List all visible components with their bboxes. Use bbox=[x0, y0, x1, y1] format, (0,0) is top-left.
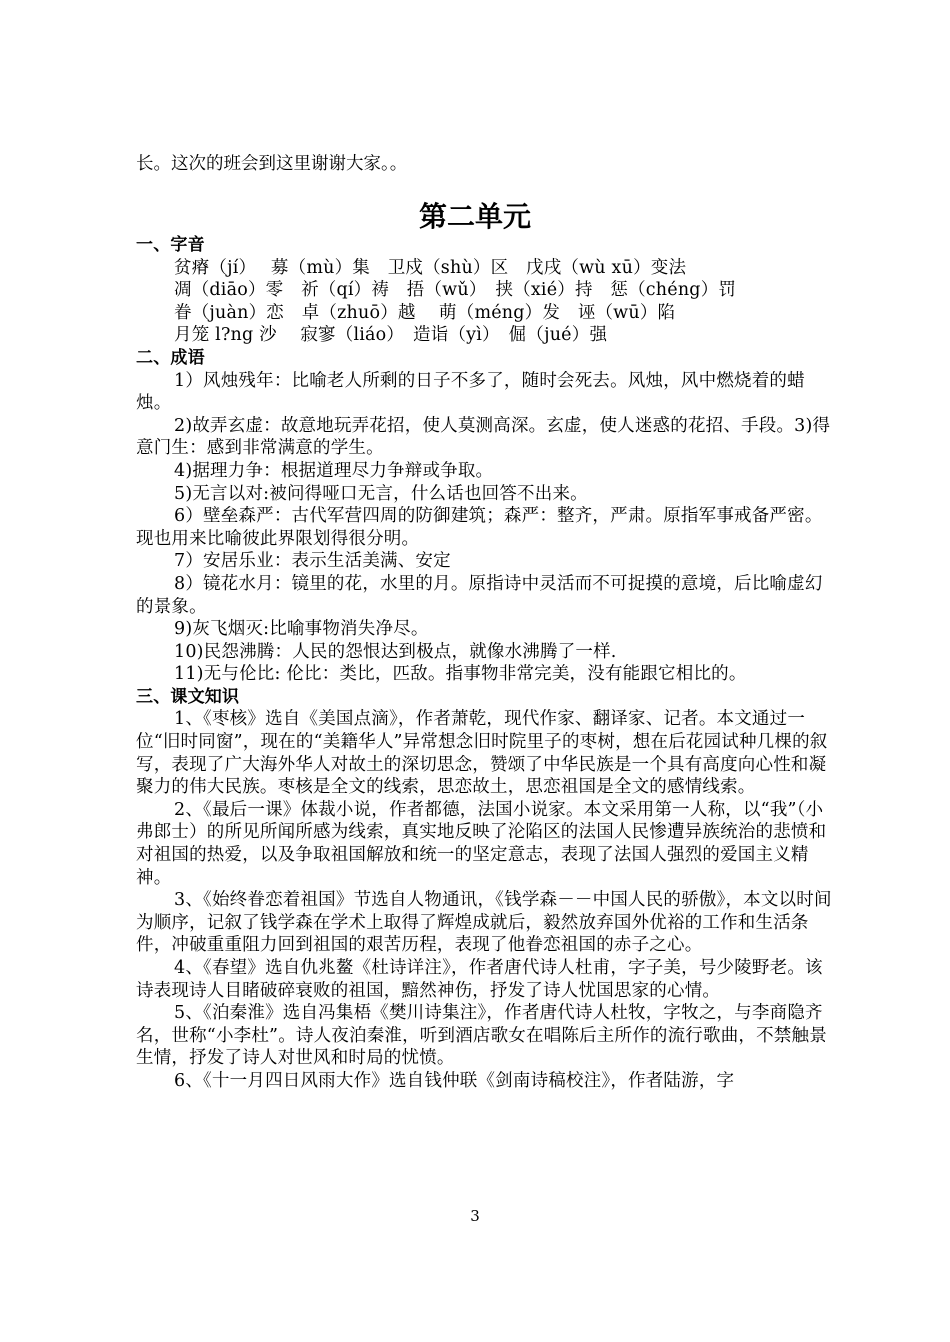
idiom-item: 7）安居乐业：表示生活美满、安定 bbox=[174, 551, 451, 572]
carryover-line: 长。这次的班会到这里谢谢大家。。 bbox=[136, 154, 408, 174]
idiom-item: 4)据理力争：根据道理尽力争辩或争取。 bbox=[174, 460, 494, 481]
idiom-item: 5)无言以对:被问得哑口无言，什么话也回答不出来。 bbox=[174, 483, 588, 504]
knowledge-item: 2、《最后一课》体裁小说，作者都德，法国小说家。本文采用第一人称，以“我”（小弗郎士）的所见所闻所感为线索，真实地反映了沦陷区的法国人民惨遭异族统治的悲愤和对祖国的热爱，以及争取祖国解放和统一的坚定意志，表现了法国人强烈的爱国主义精神。 bbox=[136, 799, 827, 888]
pinyin-line: 凋（diāo）零 祈（qí）祷 捂（wǔ） 挟（xié）持 惩（chéng）罚 bbox=[174, 280, 737, 301]
unit-title: 第二单元 bbox=[418, 200, 531, 233]
idiom-item: 11)无与伦比: 伦比：类比，匹敌。指事物非常完美，没有能跟它相比的。 bbox=[174, 664, 747, 685]
knowledge-item: 5、《泊秦淮》选自冯集梧《樊川诗集注》，作者唐代诗人杜牧，字牧之，与李商隐齐名，世称“小李杜”。诗人夜泊秦淮，听到酒店歌女在唱陈后主所作的流行歌曲，不禁触景生情，抒发了诗人对世风和时局的忧愤。 bbox=[136, 1003, 827, 1069]
knowledge-item: 3、《始终眷恋着祖国》节选自人物通讯，《钱学森－－中国人民的骄傲》，本文以时间为顺序，记叙了钱学森在学术上取得了辉煌成就后，毅然放弃国外优裕的工作和生活条件，冲破重重阻力回到祖国的艰苦历程，表现了他眷恋祖国的赤子之心。 bbox=[136, 890, 832, 956]
section-heading-text-knowledge: 三、课文知识 bbox=[136, 686, 240, 707]
idiom-item: 2)故弄玄虚：故意地玩弄花招，使人莫测高深。玄虚，使人迷惑的花招、手段。3)得意门生：感到非常满意的学生。 bbox=[136, 415, 831, 459]
idiom-item: 1）风烛残年：比喻老人所剩的日子不多了，随时会死去。风烛，风中燃烧着的蜡烛。 bbox=[136, 370, 805, 414]
idiom-item: 8）镜花水月：镜里的花，水里的月。原指诗中灵活而不可捉摸的意境，后比喻虚幻的景象。 bbox=[136, 573, 823, 617]
pinyin-line: 贫瘠（jí） 募（mù）集 卫戍（shù）区 戊戌（wù xū）变法 bbox=[174, 257, 687, 278]
section-heading-pronunciation: 一、字音 bbox=[136, 235, 205, 255]
pinyin-line: 眷（juàn）恋 卓（zhuō）越 萌（méng）发 诬（wū）陷 bbox=[174, 302, 676, 323]
idiom-item: 10)民怨沸腾：人民的怨恨达到极点，就像水沸腾了一样. bbox=[174, 641, 617, 662]
pinyin-line: 月笼 l?ng 沙 寂寥（liáo） 造诣（yì） 倔（jué）强 bbox=[174, 325, 608, 346]
knowledge-item: 4、《春望》选自仇兆鳌《杜诗详注》，作者唐代诗人杜甫，字子美，号少陵野老。该诗表现诗人目睹破碎衰败的祖国，黯然神伤，抒发了诗人忧国思家的心情。 bbox=[136, 958, 823, 1001]
knowledge-item: 6、《十一月四日风雨大作》选自钱仲联《剑南诗稿校注》，作者陆游，字 bbox=[174, 1070, 735, 1091]
page-number: 3 bbox=[470, 1207, 480, 1225]
knowledge-item: 1、《枣核》选自《美国点滴》，作者萧乾，现代作家、翻译家、记者。本文通过一位“旧时同窗”，现在的“美籍华人”异常想念旧时院里子的枣树，想在后花园试种几棵的叙写，表现了广大海外华人对故土的深切思念，赞颂了中华民族是一个具有高度向心性和凝聚力的伟大民族。枣核是全文的线索，思恋故土，思恋祖国是全文的感情线索。 bbox=[136, 709, 828, 798]
section-heading-idioms: 二、成语 bbox=[136, 347, 205, 368]
body-text bbox=[136, 234, 836, 1093]
idiom-item: 6）壁垒森严：古代军营四周的防御建筑；森严：整齐，严肃。原指军事戒备严密。现也用来比喻彼此界限划得很分明。 bbox=[136, 506, 823, 549]
idiom-item: 9)灰飞烟灭:比喻事物消失净尽。 bbox=[174, 619, 429, 640]
